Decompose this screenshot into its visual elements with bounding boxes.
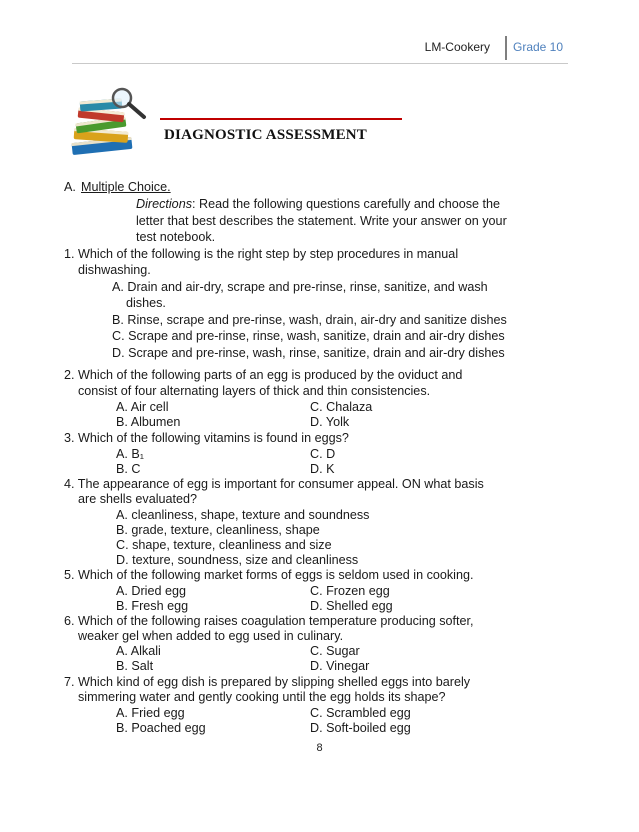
header-grade: Grade 10: [513, 40, 564, 54]
question-7-option-d: D. Soft-boiled egg: [310, 721, 411, 735]
header-lm-cookery: LM-Cookery: [424, 40, 490, 54]
question-6-option-d: D. Vinegar: [310, 659, 370, 673]
question-5-line-1: 5. Which of the following market forms of eggs is seldom used in cooking.: [64, 568, 474, 582]
question-1-option-a: A. Drain and air-dry, scrape and pre-rinse, rinse, sanitize, and wash: [112, 280, 488, 294]
question-7-option-b: B. Poached egg: [116, 721, 206, 735]
header-rule: [72, 63, 568, 64]
question-3-option-b: B. C: [116, 462, 141, 476]
question-5-option-a: A. Dried egg: [116, 584, 187, 598]
question-1-option-b: B. Rinse, scrape and pre-rinse, wash, drain, air-dry and sanitize dishes: [112, 313, 507, 327]
books-magnifier-icon: [66, 84, 156, 164]
question-6-option-a: A. Alkali: [116, 644, 161, 658]
question-1-option-a-cont: dishes.: [126, 296, 166, 310]
header-divider: [505, 36, 507, 60]
page-title: DIAGNOSTIC ASSESSMENT: [164, 127, 368, 143]
question-2-option-a: A. Air cell: [116, 400, 169, 414]
question-7-option-c: C. Scrambled egg: [310, 706, 411, 720]
question-2-option-c: C. Chalaza: [310, 400, 373, 414]
question-4-line-2: are shells evaluated?: [78, 492, 198, 506]
question-4-option-c: C. shape, texture, cleanliness and size: [116, 538, 332, 552]
question-3-option-d: D. K: [310, 462, 335, 476]
question-1-line-2: dishwashing.: [78, 263, 151, 277]
question-3-option-c: C. D: [310, 447, 336, 461]
question-4-option-d: D. texture, soundness, size and cleanliness: [116, 553, 359, 567]
section-marker: A.: [64, 180, 76, 194]
directions-label: Directions: [136, 197, 192, 211]
question-7-line-1: 7. Which kind of egg dish is prepared by slipping shelled eggs into barely: [64, 675, 471, 689]
title-rule: [160, 118, 402, 120]
question-6-option-c: C. Sugar: [310, 644, 360, 658]
question-6-line-1: 6. Which of the following raises coagulation temperature producing softer,: [64, 614, 474, 628]
question-2-option-d: D. Yolk: [310, 415, 350, 429]
question-2-line-1: 2. Which of the following parts of an egg is produced by the oviduct and: [64, 368, 463, 382]
question-3-line-1: 3. Which of the following vitamins is found in eggs?: [64, 431, 349, 445]
question-6-option-b: B. Salt: [116, 659, 154, 673]
question-5-option-b: B. Fresh egg: [116, 599, 189, 613]
question-2-line-2: consist of four alternating layers of thick and thin consistencies.: [78, 384, 431, 398]
page-number: 8: [316, 742, 323, 754]
question-1-line-1: 1. Which of the following is the right step by step procedures in manual: [64, 247, 459, 261]
question-3-option-a: A. B₁: [116, 447, 145, 461]
question-4-option-b: B. grade, texture, cleanliness, shape: [116, 523, 320, 537]
section-title: Multiple Choice.: [81, 180, 171, 194]
question-5-option-d: D. Shelled egg: [310, 599, 393, 613]
question-4-option-a: A. cleanliness, shape, texture and soundness: [116, 508, 370, 522]
question-6-line-2: weaker gel when added to egg used in culinary.: [78, 629, 344, 643]
directions-line-3: test notebook.: [136, 230, 216, 244]
question-1-option-c: C. Scrape and pre-rinse, rinse, wash, sanitize, drain and air-dry dishes: [112, 329, 505, 343]
directions-line-1: [136, 197, 500, 212]
question-2-option-b: B. Albumen: [116, 415, 181, 429]
question-5-option-c: C. Frozen egg: [310, 584, 390, 598]
directions-line-2: letter that best describes the statement. Write your answer on your: [136, 214, 507, 228]
directions-text-1: : Read the following questions carefully and choose the: [192, 197, 501, 211]
question-7-line-2: simmering water and gently cooking until the egg holds its shape?: [78, 690, 446, 704]
question-7-option-a: A. Fried egg: [116, 706, 185, 720]
question-1-option-d: D. Scrape and pre-rinse, wash, rinse, sanitize, drain and air-dry dishes: [112, 346, 505, 360]
question-4-line-1: 4. The appearance of egg is important for consumer appeal. ON what basis: [64, 477, 484, 491]
